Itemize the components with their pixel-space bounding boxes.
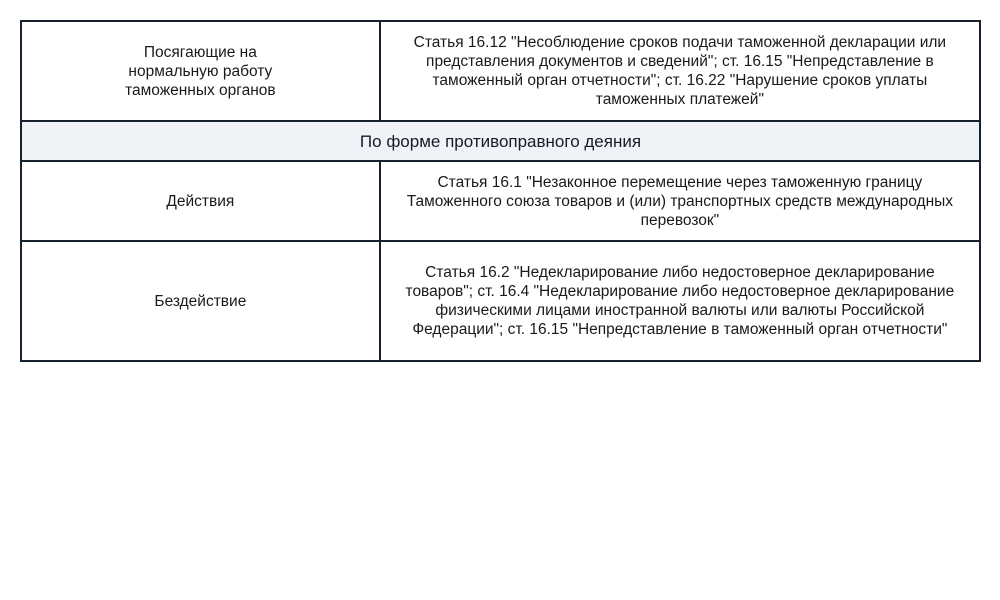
- table-cell-category: [21, 21, 380, 121]
- table-cell-articles: [380, 21, 980, 121]
- category-label: Бездействие: [154, 292, 247, 310]
- classification-table: [20, 20, 981, 362]
- category-label: Посягающие на нормальную работу таможенных органов: [125, 43, 276, 99]
- table-row: [21, 161, 980, 241]
- category-label: Действия: [166, 192, 235, 210]
- table-row: [21, 241, 980, 361]
- table-cell-articles: [380, 241, 980, 361]
- articles-text: Статья 16.12 "Несоблюдение сроков подачи таможенной декларации или представления документов и сведений"; ст. 16.15 "Непредставление в таможенный орган отчетности"; ст. 16.22 "Нарушение сроков уплаты таможенных платежей": [413, 34, 947, 108]
- table-row: [21, 21, 980, 121]
- table-cell-category: [21, 241, 380, 361]
- section-header-row: [21, 121, 980, 161]
- table-cell-category: [21, 161, 380, 241]
- table-cell-articles: [380, 161, 980, 241]
- articles-text: Статья 16.2 "Недекларирование либо недостоверное декларирование товаров"; ст. 16.4 "Недекларирование либо недостоверное декларирование физическими лицами иностранной валюты или валюты Российской Федерации"; ст. 16.15 "Непредставление в таможенный орган отчетности": [405, 264, 955, 338]
- section-header-label: По форме противоправного деяния: [359, 131, 642, 151]
- section-header-cell: [21, 121, 980, 161]
- articles-text: Статья 16.1 "Незаконное перемещение через таможенную границу Таможенного союза товаров и (или) транспортных средств международных перевозок": [406, 173, 954, 229]
